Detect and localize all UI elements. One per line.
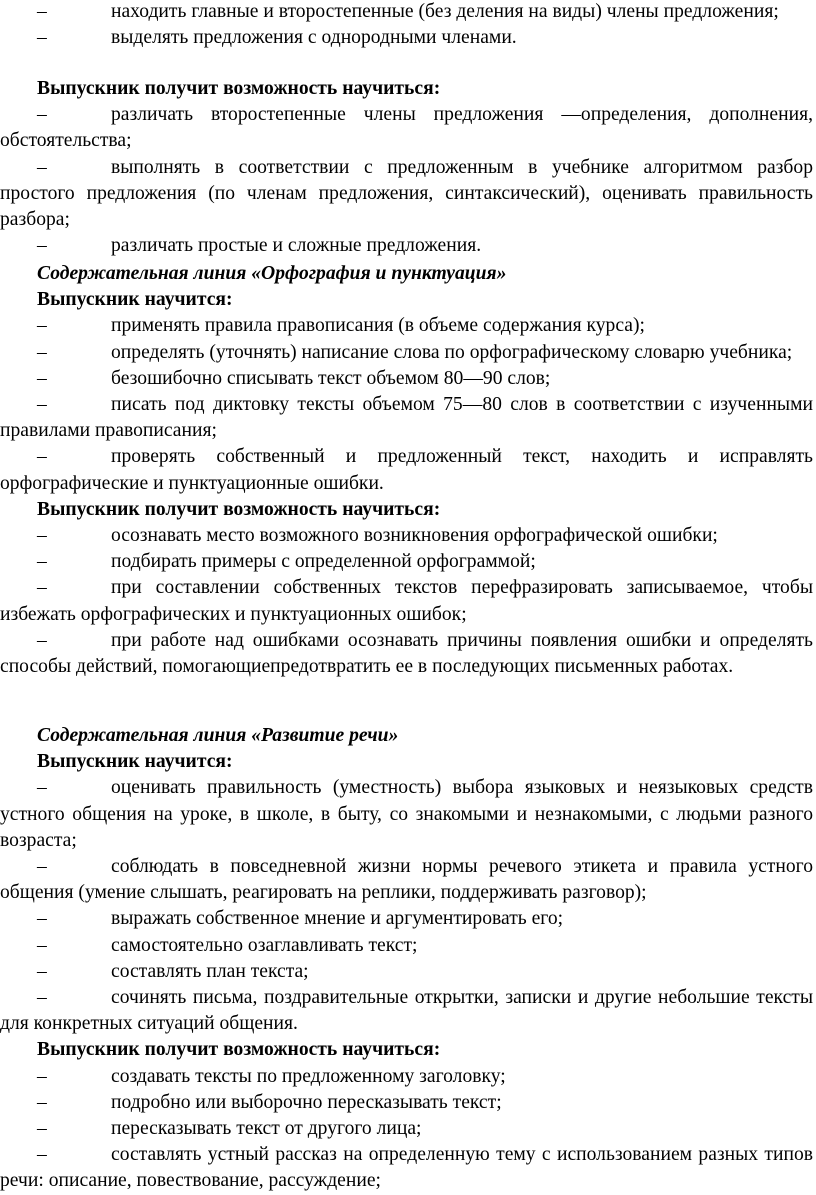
list-item: – применять правила правописания (в объеме содержания курса); [0,313,816,339]
dash-marker: – [37,1,47,22]
subheading: Выпускник получит возможность научиться: [37,1039,441,1061]
skills-block-syntax-advanced [0,76,816,259]
list-item: – проверять собственный и предложенный текст, находить и исправлять орфографические и пунктуационные ошибки. [0,446,813,494]
list-item: – выражать собственное мнение и аргументировать его; [0,906,816,932]
list-item: – подбирать примеры с определенной орфограммой; [0,549,816,575]
list-item: – составлять план текста; [0,959,816,985]
skills-block-syntax-basic [0,0,816,51]
dash-marker: – [37,987,47,1009]
dash-marker: – [37,1144,47,1166]
list-item: – сочинять письма, поздравительные открытки, записки и другие небольшие тексты для конкретных ситуаций общения. [0,987,813,1035]
list-item: – находить главные и второстепенные (без деления на виды) члены предложения; [0,0,816,25]
list-item: – различать простые и сложные предложения. [0,233,816,259]
dash-marker: – [37,577,47,599]
dash-marker: – [37,341,47,363]
list-item: – при составлении собственных текстов перефразировать записываемое, чтобы избежать орфографических и пунктуационных ошибок; [0,577,813,625]
section-title: Содержательная линия «Орфография и пунктуация» [37,263,507,284]
dash-marker: – [37,934,47,956]
list-item: – выделять предложения с однородными членами. [0,25,816,51]
dash-marker: – [37,156,47,178]
dash-marker: – [37,235,47,257]
list-item: – подробно или выборочно пересказывать текст; [0,1090,816,1116]
dash-marker: – [37,551,47,573]
list-item: – самостоятельно озаглавливать текст; [0,933,816,959]
dash-marker: – [37,777,47,799]
list-item: – писать под диктовку тексты объемом 75—80 слов в соответствии с изученными правилами правописания; [0,394,813,442]
subheading: Выпускник получит возможность научиться: [37,78,441,99]
list-item: – определять (уточнять) написание слова по орфографическому словарю учебника; [0,340,816,366]
subheading: Выпускник научится: [37,751,233,773]
dash-marker: – [37,629,47,651]
subheading: Выпускник научится: [37,289,233,311]
dash-marker: – [37,960,47,982]
dash-marker: – [37,1118,47,1140]
dash-marker: – [37,104,47,126]
dash-marker: – [37,856,47,878]
list-item: – безошибочно списывать текст объемом 80—90 слов; [0,366,816,392]
dash-marker: – [37,1091,47,1113]
section-speech-development [0,723,816,1195]
section-orthography [0,261,816,680]
dash-marker: – [37,1065,47,1087]
dash-marker: – [37,315,47,337]
dash-marker: – [37,525,47,547]
list-item: – пересказывать текст от другого лица; [0,1116,816,1142]
subheading: Выпускник получит возможность научиться: [37,498,441,520]
list-item: – выполнять в соответствии с предложенным в учебнике алгоритмом разбор простого предложения (по членам предложения, синтаксический), оценивать правильность разбора; [0,156,813,231]
list-item: – различать второстепенные члены предложения —определения, дополнения, обстоятельства; [0,104,813,152]
list-item: – соблюдать в повседневной жизни нормы речевого этикета и правила устного общения (умение слышать, реагировать на реплики, поддерживать разговор); [0,856,813,904]
section-title: Содержательная линия «Развитие речи» [37,725,399,746]
dash-marker: – [37,394,47,416]
dash-marker: – [37,27,47,49]
dash-marker: – [37,908,47,930]
list-item: – при работе над ошибками осознавать причины появления ошибки и определять способы действий, помогающиепредотвратить ее в последующих письменных работах. [0,629,813,678]
list-item: – осознавать место возможного возникновения орфографической ошибки; [0,523,816,549]
dash-marker: – [37,367,47,389]
dash-marker: – [37,446,47,468]
list-item: – оценивать правильность (уместность) выбора языковых и неязыковых средств устного общения на уроке, в школе, в быту, со знакомыми и незнакомыми, с людьми разного возраста; [0,777,813,851]
list-item: – составлять устный рассказ на определенную тему с использованием разных типов речи: описание, повествование, рассуждение; [0,1144,813,1192]
list-item: – создавать тексты по предложенному заголовку; [0,1064,816,1090]
